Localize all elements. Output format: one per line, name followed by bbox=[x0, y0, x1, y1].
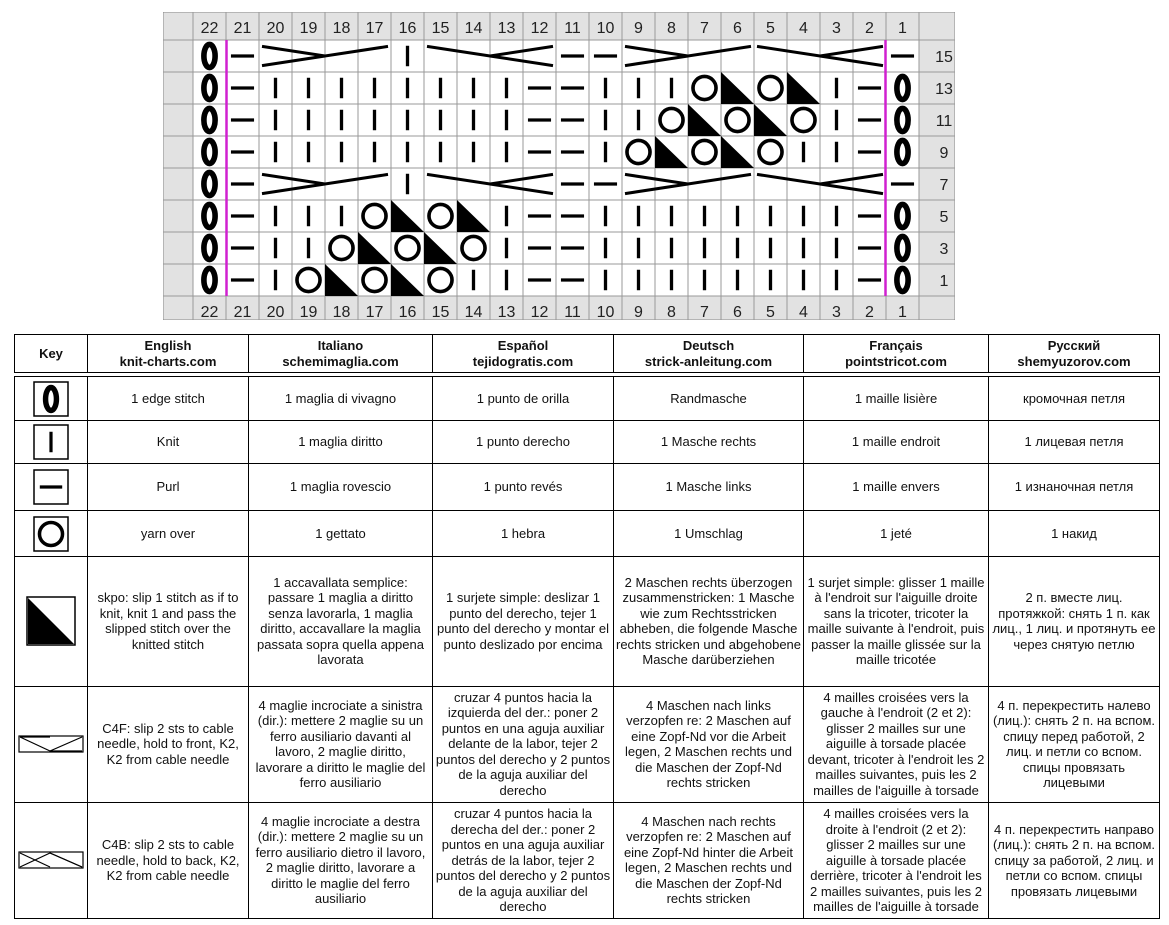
key-row bbox=[15, 686, 1160, 802]
key-header-language bbox=[614, 335, 804, 373]
key-description: 4 п. перекрестить налево (лиц.): снять 2 п. на вспом. спицу перед работой, 2 лиц. и петли со вспом. спицы провязать лицевыми bbox=[989, 686, 1160, 802]
column-number-bottom: 10 bbox=[596, 304, 615, 320]
key-description: 1 edge stitch bbox=[88, 377, 249, 420]
row-number: 5 bbox=[939, 209, 949, 226]
key-description: 1 punto revés bbox=[433, 464, 614, 510]
key-row bbox=[15, 377, 1160, 420]
column-number-top: 20 bbox=[266, 20, 285, 37]
key-symbol-cell bbox=[15, 557, 88, 686]
column-number-bottom: 13 bbox=[497, 304, 516, 320]
yarn-over-icon bbox=[33, 516, 69, 552]
column-number-bottom: 17 bbox=[365, 304, 384, 320]
row-number: 1 bbox=[939, 273, 949, 290]
key-description: 4 Maschen nach rechts verzopfen re: 2 Maschen auf eine Zopf-Nd hinter die Arbeit legen, 2 Maschen rechts und die Maschen der Zopf-Nd rechts stricken bbox=[614, 802, 804, 918]
language-name: Español bbox=[497, 338, 549, 354]
language-site: strick-anleitung.com bbox=[644, 353, 773, 369]
column-number-top: 16 bbox=[398, 20, 417, 37]
key-description: 1 Umschlag bbox=[614, 510, 804, 556]
language-site: knit-charts.com bbox=[119, 353, 217, 369]
row-number: 11 bbox=[935, 113, 953, 130]
key-description: 1 Masche rechts bbox=[614, 420, 804, 463]
column-number-bottom: 18 bbox=[332, 304, 351, 320]
key-description: 1 punto derecho bbox=[433, 420, 614, 463]
key-description: 1 изнаночная петля bbox=[989, 464, 1160, 510]
key-description: 2 Maschen rechts überzogen zusammenstricken: 1 Masche wie zum Rechtsstricken abheben, die folgende Masche rechts stricken und abgehobene Masche darüberziehen bbox=[614, 557, 804, 686]
key-row bbox=[15, 802, 1160, 918]
chart-grid bbox=[163, 12, 955, 320]
key-description: Purl bbox=[88, 464, 249, 510]
column-number-top: 21 bbox=[233, 20, 252, 37]
column-number-bottom: 16 bbox=[398, 304, 417, 320]
key-description: cruzar 4 puntos hacia la derecha del der.: poner 2 puntos en una aguja auxiliar detrás de la labor, tejer 2 puntos del derecho y 2 puntos de la aguja auxiliar del derecho bbox=[433, 802, 614, 918]
key-header-language bbox=[433, 335, 614, 373]
key-row bbox=[15, 557, 1160, 686]
key-description: Knit bbox=[88, 420, 249, 463]
language-name: Italiano bbox=[317, 338, 364, 354]
key-description: 1 hebra bbox=[433, 510, 614, 556]
column-number-bottom: 9 bbox=[634, 304, 643, 320]
c4b-icon bbox=[18, 851, 84, 869]
column-number-bottom: 6 bbox=[733, 304, 742, 320]
key-symbol-cell bbox=[15, 686, 88, 802]
column-number-top: 15 bbox=[431, 20, 450, 37]
column-number-top: 18 bbox=[332, 20, 351, 37]
column-number-bottom: 20 bbox=[266, 304, 285, 320]
column-number-top: 1 bbox=[898, 20, 907, 37]
column-number-top: 7 bbox=[700, 20, 709, 37]
column-number-bottom: 5 bbox=[766, 304, 775, 320]
key-description: 1 maglia di vivagno bbox=[249, 377, 433, 420]
language-site: shemyuzorov.com bbox=[1017, 353, 1131, 369]
key-description: C4B: slip 2 sts to cable needle, hold to back, K2, K2 from cable needle bbox=[88, 802, 249, 918]
column-number-bottom: 2 bbox=[865, 304, 874, 320]
key-header-row bbox=[15, 335, 1160, 373]
key-description: 1 Masche links bbox=[614, 464, 804, 510]
column-number-bottom: 15 bbox=[431, 304, 450, 320]
column-number-bottom: 19 bbox=[299, 304, 318, 320]
key-description: 1 maille lisière bbox=[804, 377, 989, 420]
purl-icon bbox=[33, 469, 69, 505]
key-description: 1 maille endroit bbox=[804, 420, 989, 463]
key-description: 2 п. вместе лиц. протяжкой: снять 1 п. как лиц., 1 лиц. и протянуть ее через снятую петлю bbox=[989, 557, 1160, 686]
column-number-bottom: 8 bbox=[667, 304, 676, 320]
language-name: Русский bbox=[1047, 338, 1101, 354]
key-description: Randmasche bbox=[614, 377, 804, 420]
language-site: pointstricot.com bbox=[845, 353, 947, 369]
column-number-top: 12 bbox=[530, 20, 549, 37]
key-description: C4F: slip 2 sts to cable needle, hold to front, K2, K2 from cable needle bbox=[88, 686, 249, 802]
row-number: 9 bbox=[939, 145, 949, 162]
language-name: Français bbox=[869, 338, 923, 354]
key-description: skpo: slip 1 stitch as if to knit, knit 1 and pass the slipped stitch over the knitted stitch bbox=[88, 557, 249, 686]
key-header-language bbox=[989, 335, 1160, 373]
key-description: 1 maglia rovescio bbox=[249, 464, 433, 510]
key-description: yarn over bbox=[88, 510, 249, 556]
column-number-top: 14 bbox=[464, 20, 483, 37]
key-description: 1 accavallata semplice: passare 1 maglia a diritto senza lavorarla, 1 maglia diritto, accavallare la maglia passata sopra quella appena lavorata bbox=[249, 557, 433, 686]
row-number: 15 bbox=[935, 49, 953, 66]
row-number: 13 bbox=[935, 81, 953, 98]
column-number-bottom: 12 bbox=[530, 304, 549, 320]
column-number-top: 5 bbox=[766, 20, 775, 37]
key-description: 4 mailles croisées vers la gauche à l'endroit (2 et 2): glisser 2 mailles sur une aiguille à torsade placée devant, tricoter à l'endroit les 2 mailles suivantes, puis les 2 mailles de l'aiguille à torsade bbox=[804, 686, 989, 802]
key-row bbox=[15, 510, 1160, 556]
column-number-bottom: 22 bbox=[200, 304, 219, 320]
key-description: 1 surjete simple: deslizar 1 punto del derecho, tejer 1 punto del derecho y montar el punto deslizado por encima bbox=[433, 557, 614, 686]
key-row bbox=[15, 420, 1160, 463]
key-header-key: Key bbox=[15, 335, 88, 373]
column-number-top: 4 bbox=[799, 20, 808, 37]
column-number-top: 22 bbox=[200, 20, 219, 37]
key-table bbox=[14, 334, 1160, 919]
column-number-bottom: 1 bbox=[898, 304, 907, 320]
column-number-top: 10 bbox=[596, 20, 615, 37]
key-description: 4 maglie incrociate a sinistra (dir.): mettere 2 maglie su un ferro ausiliario davanti al lavoro, 2 maglie diritto, lavorare a diritto le maglie del ferro ausiliario bbox=[249, 686, 433, 802]
key-header-language bbox=[804, 335, 989, 373]
skpo-icon bbox=[26, 596, 76, 646]
key-description: cruzar 4 puntos hacia la izquierda del der.: poner 2 puntos en una aguja auxiliar delante de la labor, tejer 2 puntos del derecho y 2 puntos de la aguja auxiliar del derecho bbox=[433, 686, 614, 802]
column-number-top: 8 bbox=[667, 20, 676, 37]
key-description: 1 jeté bbox=[804, 510, 989, 556]
key-description: 4 maglie incrociate a destra (dir.): mettere 2 maglie su un ferro ausiliario dietro il lavoro, 2 maglie diritto, lavorare a diritto le maglie del ferro ausiliario bbox=[249, 802, 433, 918]
key-description: 1 punto de orilla bbox=[433, 377, 614, 420]
edge-stitch-icon bbox=[33, 381, 69, 417]
row-number: 3 bbox=[939, 241, 949, 258]
key-description: 4 п. перекрестить направо (лиц.): снять 2 п. на вспом. спицу за работой, 2 лиц. и петли со вспом. спицы провязать лицевыми bbox=[989, 802, 1160, 918]
row-number: 7 bbox=[939, 177, 949, 194]
column-number-top: 3 bbox=[832, 20, 841, 37]
key-description: 1 накид bbox=[989, 510, 1160, 556]
column-number-bottom: 4 bbox=[799, 304, 808, 320]
column-number-top: 19 bbox=[299, 20, 318, 37]
column-number-top: 9 bbox=[634, 20, 643, 37]
column-number-bottom: 11 bbox=[564, 304, 581, 320]
column-number-bottom: 21 bbox=[233, 304, 252, 320]
key-symbol-cell bbox=[15, 420, 88, 463]
language-name: Deutsch bbox=[682, 338, 735, 354]
column-number-top: 2 bbox=[865, 20, 874, 37]
column-number-bottom: 14 bbox=[464, 304, 483, 320]
column-number-bottom: 7 bbox=[700, 304, 709, 320]
key-description: 1 лицевая петля bbox=[989, 420, 1160, 463]
key-description: 1 surjet simple: glisser 1 maille à l'endroit sur l'aiguille droite sans la tricoter, tricoter la maille suivante à l'endroit, puis passer la maille glissée sur la maille tricotée bbox=[804, 557, 989, 686]
key-row bbox=[15, 464, 1160, 510]
key-description: 1 gettato bbox=[249, 510, 433, 556]
column-number-top: 11 bbox=[564, 20, 581, 37]
key-symbol-cell bbox=[15, 802, 88, 918]
column-number-bottom: 3 bbox=[832, 304, 841, 320]
key-symbol-cell bbox=[15, 464, 88, 510]
column-number-top: 17 bbox=[365, 20, 384, 37]
key-description: 1 maille envers bbox=[804, 464, 989, 510]
language-site: schemimaglia.com bbox=[282, 353, 399, 369]
key-description: 4 mailles croisées vers la droite à l'endroit (2 et 2): glisser 2 mailles sur une aiguille à torsade placée derrière, tricoter à l'endroit les 2 mailles suivantes, puis les 2 mailles de l'aiguille à torsade bbox=[804, 802, 989, 918]
column-number-top: 13 bbox=[497, 20, 516, 37]
key-description: кромочная петля bbox=[989, 377, 1160, 420]
key-description: 1 maglia diritto bbox=[249, 420, 433, 463]
key-header-language bbox=[249, 335, 433, 373]
key-symbol-cell bbox=[15, 377, 88, 420]
language-site: tejidogratis.com bbox=[472, 353, 574, 369]
knitting-chart bbox=[163, 12, 955, 320]
c4f-icon bbox=[18, 735, 84, 753]
column-number-top: 6 bbox=[733, 20, 742, 37]
key-symbol-cell bbox=[15, 510, 88, 556]
knit-icon bbox=[33, 424, 69, 460]
language-name: English bbox=[144, 338, 192, 354]
key-description: 4 Maschen nach links verzopfen re: 2 Maschen auf eine Zopf-Nd vor die Arbeit legen, 2 Maschen rechts und die Maschen der Zopf-Nd rechts stricken bbox=[614, 686, 804, 802]
key-header-language bbox=[88, 335, 249, 373]
